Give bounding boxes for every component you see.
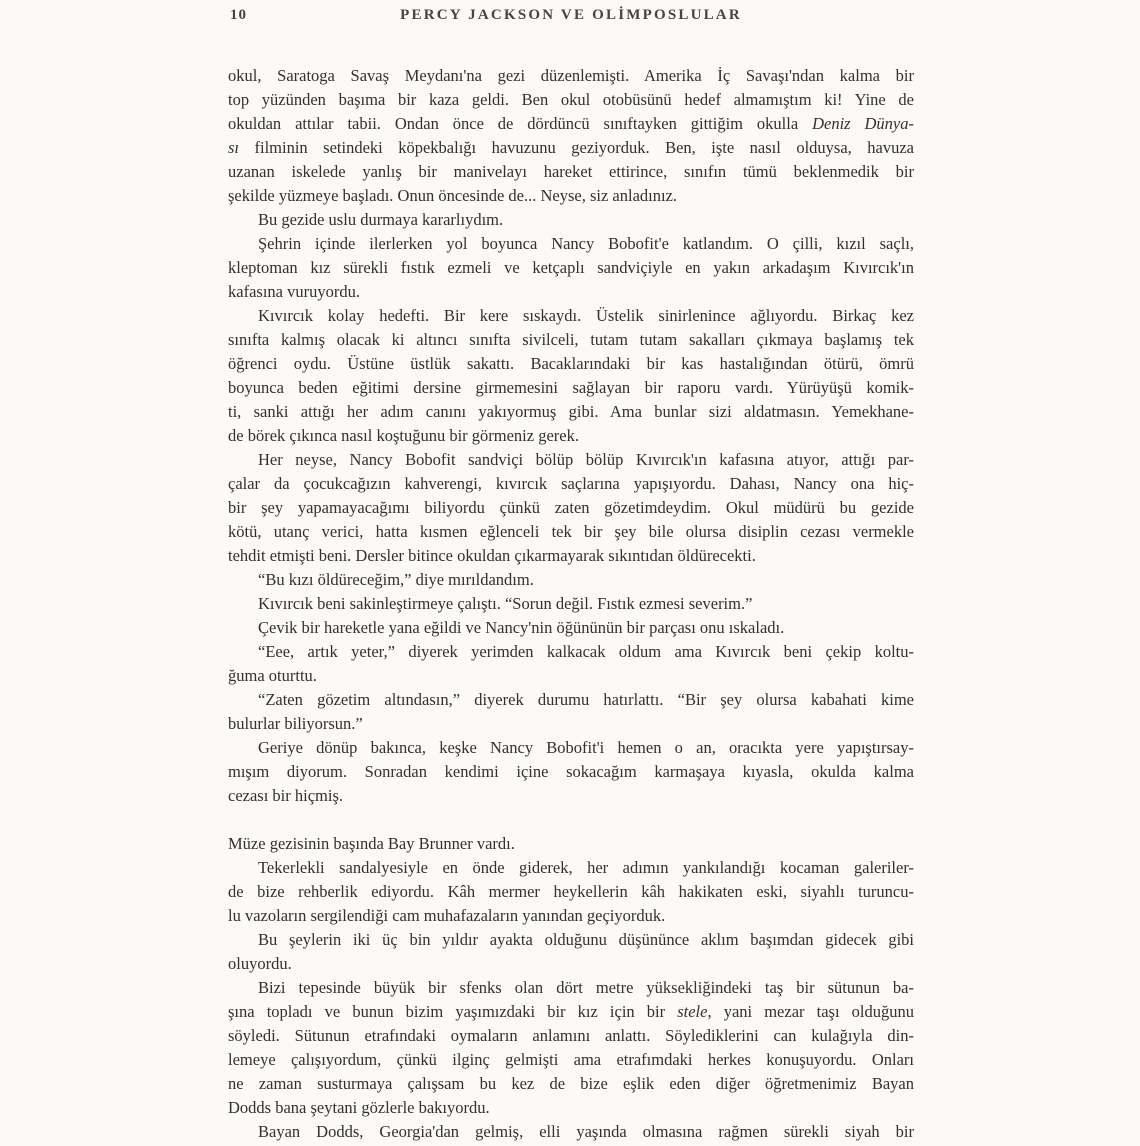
- paragraph: [228, 688, 914, 736]
- text-segment: tehdit etmişti beni. Dersler bitince okuldan çıkarmayarak sıkıntıdan öldürecekti.: [228, 546, 756, 565]
- text-line: [228, 976, 914, 1000]
- text-segment: çalar da çocukcağızın kahverengi, kıvırcık saçlarına yapışıyordu. Dahası, Nancy ona hiç-: [228, 474, 914, 493]
- text-segment: okul, Saratoga Savaş Meydanı'na gezi düzenlemişti. Amerika İç Savaşı'ndan kalma bir: [228, 66, 914, 85]
- paragraph: [228, 232, 914, 304]
- text-line: [228, 712, 914, 736]
- text-line: [228, 1000, 914, 1024]
- paragraph: [228, 64, 914, 208]
- text-segment: boyunca beden eğitimi dersine girmemesini sağlayan bir raporu vardı. Yürüyüşü komik-: [228, 378, 914, 397]
- text-segment: kötü, utanç verici, hatta kısmen eğlenceli tek bir şey bile olursa disiplin cezası vermekle: [228, 522, 914, 541]
- text-segment: Geriye dönüp bakınca, keşke Nancy Bobofit'i hemen o an, oracıkta yere yapıştırsay-: [258, 738, 914, 757]
- text-line: [228, 928, 914, 952]
- text-segment: mışım diyorum. Sonradan kendimi içine sokacağım karmaşaya kıyasla, okulda kalma: [228, 762, 914, 781]
- text-line: [228, 904, 914, 928]
- text-line: [228, 88, 914, 112]
- text-line: [228, 496, 914, 520]
- text-segment: bulurlar biliyorsun.”: [228, 714, 363, 733]
- text-segment: cezası bir hiçmiş.: [228, 786, 344, 805]
- body-text: [228, 64, 914, 1144]
- paragraph: [228, 448, 914, 568]
- text-line: [228, 376, 914, 400]
- text-segment: filminin setindeki köpekbalığı havuzunu geziyorduk. Ben, işte nasıl olduysa, havuza: [239, 138, 914, 157]
- text-segment: de bize rehberlik ediyordu. Kâh mermer heykellerin kâh hakikaten eski, siyahlı turuncu-: [228, 882, 914, 901]
- text-line: [228, 232, 914, 256]
- text-segment: top yüzünden başıma bir kaza geldi. Ben okul otobüsünü hedef almamıştım ki! Yine de: [228, 90, 914, 109]
- running-title: PERCY JACKSON VE OLİMPOSLULAR: [400, 7, 742, 23]
- text-segment: “Zaten gözetim altındasın,” diyerek durumu hatırlattı. “Bir şey olursa kabahati kime: [258, 690, 914, 709]
- paragraph: [228, 736, 914, 808]
- text-line: [228, 136, 914, 160]
- italic-text: stele: [677, 1002, 708, 1021]
- text-line: [228, 352, 914, 376]
- text-line: [228, 448, 914, 472]
- text-segment: şekilde yüzmeye başladı. Onun öncesinde de... Neyse, siz anladınız.: [228, 186, 678, 205]
- text-line: [228, 1120, 914, 1144]
- text-line: [228, 880, 914, 904]
- page-header: [228, 6, 914, 24]
- paragraph: [228, 1120, 914, 1144]
- text-line: [228, 256, 914, 280]
- text-segment: sınıfta kalmış olacak ki altıncı sınıfta sivilceli, tutam tutam sakalları çıkmaya başlamış tek: [228, 330, 914, 349]
- text-line: [228, 304, 914, 328]
- paragraph: [228, 640, 914, 688]
- text-segment: Bu gezide uslu durmaya kararlıydım.: [258, 210, 504, 229]
- text-segment: Dodds bana şeytani gözlerle bakıyordu.: [228, 1098, 490, 1117]
- text-line: [228, 112, 914, 136]
- text-line: [228, 784, 914, 808]
- text-segment: Bu şeylerin iki üç bin yıldır ayakta olduğunu düşününce aklım başımdan gidecek gibi: [258, 930, 914, 949]
- paragraph: [228, 832, 914, 856]
- text-line: [228, 1048, 914, 1072]
- italic-text: sı: [228, 138, 240, 157]
- text-line: [228, 208, 914, 232]
- text-segment: oluyordu.: [228, 954, 292, 973]
- paragraph: [228, 928, 914, 976]
- text-segment: Tekerlekli sandalyesiyle en önde giderek, her adımın yankılandığı kocaman galeriler-: [258, 858, 914, 877]
- paragraph: [228, 856, 914, 928]
- paragraph: [228, 208, 914, 232]
- text-segment: , yani mezar taşı olduğunu: [707, 1002, 914, 1021]
- paragraph: [228, 616, 914, 640]
- section-break: [228, 808, 914, 832]
- text-line: [228, 544, 914, 568]
- text-line: [228, 520, 914, 544]
- text-line: [228, 616, 914, 640]
- text-segment: de börek çıkınca nasıl koştuğunu bir görmeniz gerek.: [228, 426, 579, 445]
- text-segment: lu vazoların sergilendiği cam muhafazaların yanından geçiyorduk.: [228, 906, 666, 925]
- text-line: [228, 328, 914, 352]
- text-line: [228, 1072, 914, 1096]
- text-line: [228, 952, 914, 976]
- text-segment: Bayan Dodds, Georgia'dan gelmiş, elli yaşında olmasına rağmen sürekli siyah bir: [258, 1122, 914, 1141]
- text-line: [228, 184, 914, 208]
- text-segment: Şehrin içinde ilerlerken yol boyunca Nancy Bobofit'e katlandım. O çilli, kızıl saçlı,: [258, 234, 914, 253]
- text-segment: ğuma oturttu.: [228, 666, 317, 685]
- book-page: [0, 6, 1140, 1146]
- text-segment: kafasına vuruyordu.: [228, 282, 360, 301]
- text-line: [228, 568, 914, 592]
- text-segment: okuldan attılar tabii. Ondan önce de dördüncü sınıftayken gittiğim okulla: [228, 114, 813, 133]
- text-line: [228, 688, 914, 712]
- text-line: [228, 160, 914, 184]
- text-line: [228, 280, 914, 304]
- text-line: [228, 832, 914, 856]
- italic-text: Deniz Dünya-: [812, 114, 914, 133]
- text-line: [228, 1024, 914, 1048]
- text-segment: lemeye çalışıyordum, çünkü ilginç gelmişti ama etrafımdaki herkes konuşuyordu. Onları: [228, 1050, 914, 1069]
- text-segment: Kıvırcık kolay hedefti. Bir kere sıskaydı. Üstelik sinirlenince ağlıyordu. Birkaç kez: [258, 306, 914, 325]
- text-segment: “Eee, artık yeter,” diyerek yerimden kalkacak oldum ama Kıvırcık beni çekip koltu-: [258, 642, 914, 661]
- text-line: [228, 64, 914, 88]
- text-segment: ti, sanki attığı her adım canını yakıyormuş gibi. Ama bunlar sizi aldatmasın. Yemekhane-: [228, 402, 914, 421]
- text-segment: uzanan iskelede yanlış bir manivelayı hareket ettirince, sınıfın tümü beklenmedik bir: [228, 162, 914, 181]
- text-segment: bir şey yapamayacağımı biliyordu çünkü zaten gözetimdeydim. Okul müdürü bu gezide: [228, 498, 914, 517]
- text-segment: öğrenci oydu. Üstüne üstlük sakattı. Bacaklarındaki bir kas hastalığından ötürü, ömrü: [228, 354, 914, 373]
- text-segment: söyledi. Sütunun etrafındaki oymaların anlamını anlattı. Söylediklerini can kulağıyla din-: [228, 1026, 914, 1045]
- text-line: [228, 736, 914, 760]
- paragraph: [228, 568, 914, 592]
- text-segment: Kıvırcık beni sakinleştirmeye çalıştı. “Sorun değil. Fıstık ezmesi severim.”: [258, 594, 753, 613]
- text-line: [228, 640, 914, 664]
- text-segment: Çevik bir hareketle yana eğildi ve Nancy'nin öğününün bir parçası onu ıskaladı.: [258, 618, 785, 637]
- text-segment: Her neyse, Nancy Bobofit sandviçi bölüp bölüp Kıvırcık'ın kafasına atıyor, attığı par-: [258, 450, 914, 469]
- text-line: [228, 472, 914, 496]
- text-line: [228, 856, 914, 880]
- text-line: [228, 664, 914, 688]
- paragraph: [228, 976, 914, 1120]
- text-line: [228, 592, 914, 616]
- text-segment: Müze gezisinin başında Bay Brunner vardı.: [228, 834, 515, 853]
- text-segment: şına topladı ve bunun bizim yaşımızdaki bir kız için bir: [228, 1002, 678, 1021]
- text-line: [228, 424, 914, 448]
- text-segment: ne zaman susturmaya çalışsam bu kez de bize eşlik eden diğer öğretmenimiz Bayan: [228, 1074, 914, 1093]
- text-line: [228, 1096, 914, 1120]
- text-line: [228, 400, 914, 424]
- text-segment: Bizi tepesinde büyük bir sfenks olan dört metre yüksekliğindeki taş bir sütunun ba-: [258, 978, 914, 997]
- text-segment: kleptoman kız sürekli fıstık ezmeli ve ketçaplı sandviçiyle en yakın arkadaşım Kıvırcık'ın: [228, 258, 914, 277]
- text-segment: “Bu kızı öldüreceğim,” diye mırıldandım.: [258, 570, 534, 589]
- text-line: [228, 760, 914, 784]
- page-number: 10: [230, 7, 247, 23]
- paragraph: [228, 304, 914, 448]
- paragraph: [228, 592, 914, 616]
